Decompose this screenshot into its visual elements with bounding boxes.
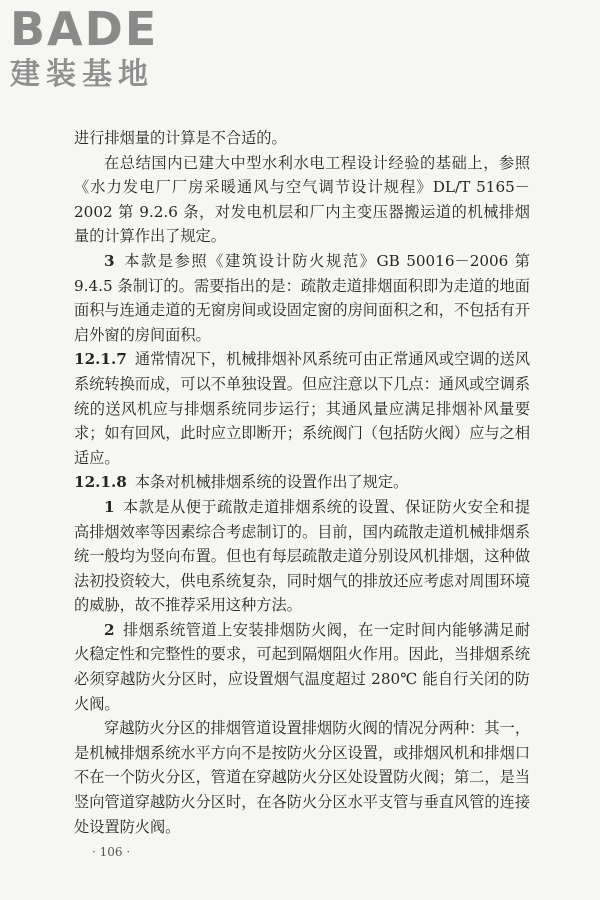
paragraph-text: 本条对机械排烟系统的设置作出了规定。 [134, 473, 409, 492]
paragraph-text: 本款是参照《建筑设计防火规范》GB 50016－2006 第 9.4.5 条制订的。需要指出的是：疏散走道排烟面积即为走道的地面面积与连通走道的无窗房间或设固定窗的房间面积之和，不包括有开启外窗的房间面积。 [74, 251, 530, 344]
logo-wordmark: BADE [10, 2, 159, 56]
page-body [74, 126, 530, 839]
paragraph-text: 本款是从便于疏散走道排烟系统的设置、保证防火安全和提高排烟效率等因素综合考虑制订的。目前，国内疏散走道机械排烟系统一般均为竖向布置。但也有每层疏散走道分别设风机排烟，这种做法初投资较大，供电系统复杂，同时烟气的排放还应考虑对周围环境的威胁，故不推荐采用这种方法。 [74, 497, 530, 615]
item-number: 3 [104, 251, 115, 270]
paragraph-continuation [74, 126, 530, 151]
clause-12-1-7 [74, 347, 530, 470]
paragraph-fire-damper [74, 716, 530, 839]
publisher-logo [10, 4, 200, 92]
paragraph-item-3 [74, 249, 530, 347]
paragraph-item-2b [74, 618, 530, 716]
item-number: 1 [104, 497, 115, 516]
clause-number: 12.1.8 [74, 473, 127, 492]
page-number: · 106 · [92, 845, 131, 859]
paragraph-text: 穿越防火分区的排烟管道设置排烟防火阀的情况分两种：其一，是机械排烟系统水平方向不是按防火分区设置，或排烟风机和排烟口不在一个防火分区，管道在穿越防火分区处设置防火阀；第二，是当竖向管道穿越防火分区时，在各防火分区水平支管与垂直风管的连接处设置防火阀。 [74, 719, 530, 836]
clause-12-1-8 [74, 470, 530, 495]
paragraph-item-2 [74, 151, 530, 249]
item-number: 2 [104, 620, 115, 639]
paragraph-text: 在总结国内已建大中型水利水电工程设计经验的基础上，参照《水力发电厂厂房采暖通风与空气调节设计规程》DL/T 5165－2002 第 9.2.6 条，对发电机层和厂内主变压器搬运道的机械排烟量的计算作出了规定。 [74, 153, 530, 246]
logo-subtitle: 建装基地 [10, 57, 154, 92]
paragraph-text: 通常情况下，机械排烟补风系统可由正常通风或空调的送风系统转换而成，可以不单独设置。但应注意以下几点：通风或空调系统的送风机应与排烟系统同步运行；其通风量应满足排烟补风量要求；如有回风，此时应立即断开；系统阀门（包括防火阀）应与之相适应。 [74, 350, 530, 467]
paragraph-text: 进行排烟量的计算是不合适的。 [74, 129, 287, 147]
clause-number: 12.1.7 [74, 350, 127, 369]
paragraph-item-1 [74, 495, 530, 618]
paragraph-text: 排烟系统管道上安装排烟防火阀，在一定时间内能够满足耐火稳定性和完整性的要求，可起到隔烟阻火作用。因此，当排烟系统必须穿越防火分区时，应设置烟气温度超过 280℃ 能自行关闭的防火阀。 [74, 620, 530, 713]
